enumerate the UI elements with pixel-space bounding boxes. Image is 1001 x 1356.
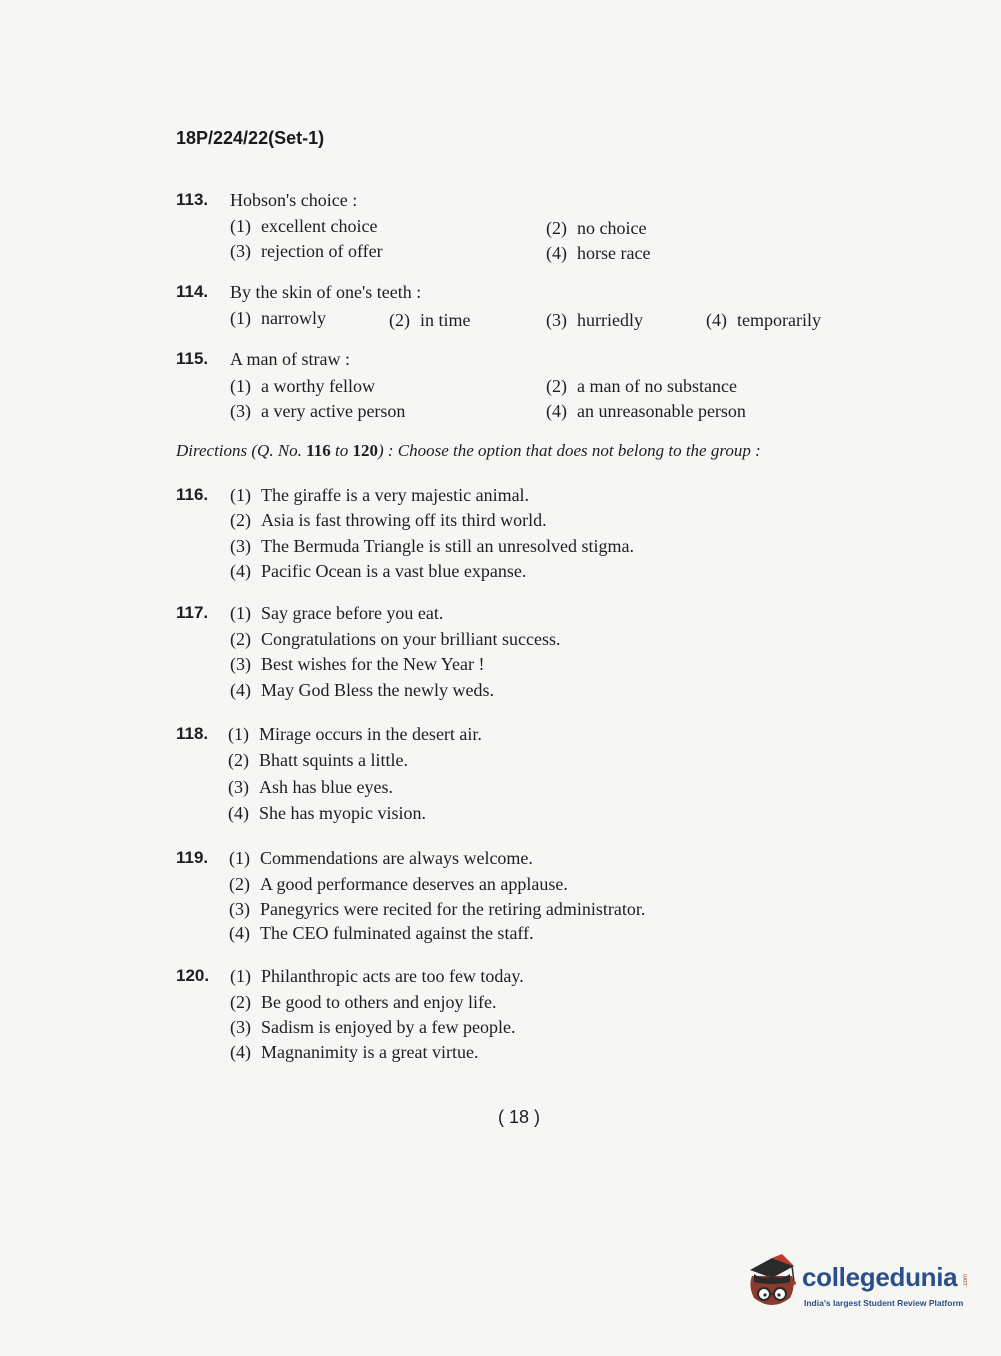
option-2: (2) in time [389,310,471,330]
question-number: 113. [176,190,209,209]
option-4: (4) an unreasonable person [546,401,746,421]
option-4: (4) horse race [546,243,651,263]
option-1: (1) narrowly [230,308,326,328]
option-3: (3) Best wishes for the New Year ! [230,654,485,674]
option-4: (4) temporarily [706,310,821,330]
option-2: (2) Be good to others and enjoy life. [230,992,497,1012]
question-number: 120. [176,966,210,985]
logo-wordmark: collegedunia [802,1262,958,1292]
directions: Directions (Q. No. 116 to 120) : Choose the option that does not belong to the group : [176,441,761,460]
page-number: ( 18 ) [498,1107,541,1127]
mascot-icon [742,1252,802,1322]
option-2: (2) Bhatt squints a little. [228,750,408,770]
option-4: (4) Magnanimity is a great virtue. [230,1042,479,1062]
question-number: 119. [176,848,209,867]
option-3: (3) hurriedly [546,310,643,330]
option-3: (3) The Bermuda Triangle is still an unresolved stigma. [230,536,634,556]
option-4: (4) Pacific Ocean is a vast blue expanse. [230,561,527,581]
option-3: (3) rejection of offer [230,241,383,261]
option-4: (4) She has myopic vision. [228,803,426,823]
question-stem: By the skin of one's teeth : [230,282,422,302]
logo-tagline: India's largest Student Review Platform [804,1298,964,1308]
option-4: (4) May God Bless the newly weds. [230,680,494,700]
question-number: 116. [176,485,209,504]
option-1: (1) Mirage occurs in the desert air. [228,724,482,744]
option-2: (2) a man of no substance [546,376,737,396]
option-3: (3) a very active person [230,401,406,421]
option-1: (1) a worthy fellow [230,376,375,396]
option-1: (1) Say grace before you eat. [230,603,444,623]
option-4: (4) The CEO fulminated against the staff. [229,923,534,943]
question-stem: Hobson's choice : [230,190,358,210]
question-number: 118. [176,724,209,743]
collegedunia-logo [742,1252,972,1322]
option-1: (1) Commendations are always welcome. [229,848,533,868]
option-3: (3) Panegyrics were recited for the retiring administrator. [229,899,646,919]
question-number: 114. [176,282,209,301]
question-number: 115. [176,349,209,368]
logo-dotcom: .com [963,1274,969,1288]
option-2: (2) Congratulations on your brilliant success. [230,629,561,649]
option-1: (1) excellent choice [230,216,378,236]
option-2: (2) A good performance deserves an applause. [229,874,568,894]
option-3: (3) Sadism is enjoyed by a few people. [230,1017,516,1037]
option-2: (2) no choice [546,218,647,238]
option-1: (1) Philanthropic acts are too few today. [230,966,524,986]
option-1: (1) The giraffe is a very majestic animal. [230,485,530,505]
option-2: (2) Asia is fast throwing off its third world. [230,510,547,530]
question-number: 117. [176,603,209,622]
paper-code: 18P/224/22(Set-1) [176,128,325,148]
option-3: (3) Ash has blue eyes. [228,777,393,797]
question-stem: A man of straw : [230,349,350,369]
